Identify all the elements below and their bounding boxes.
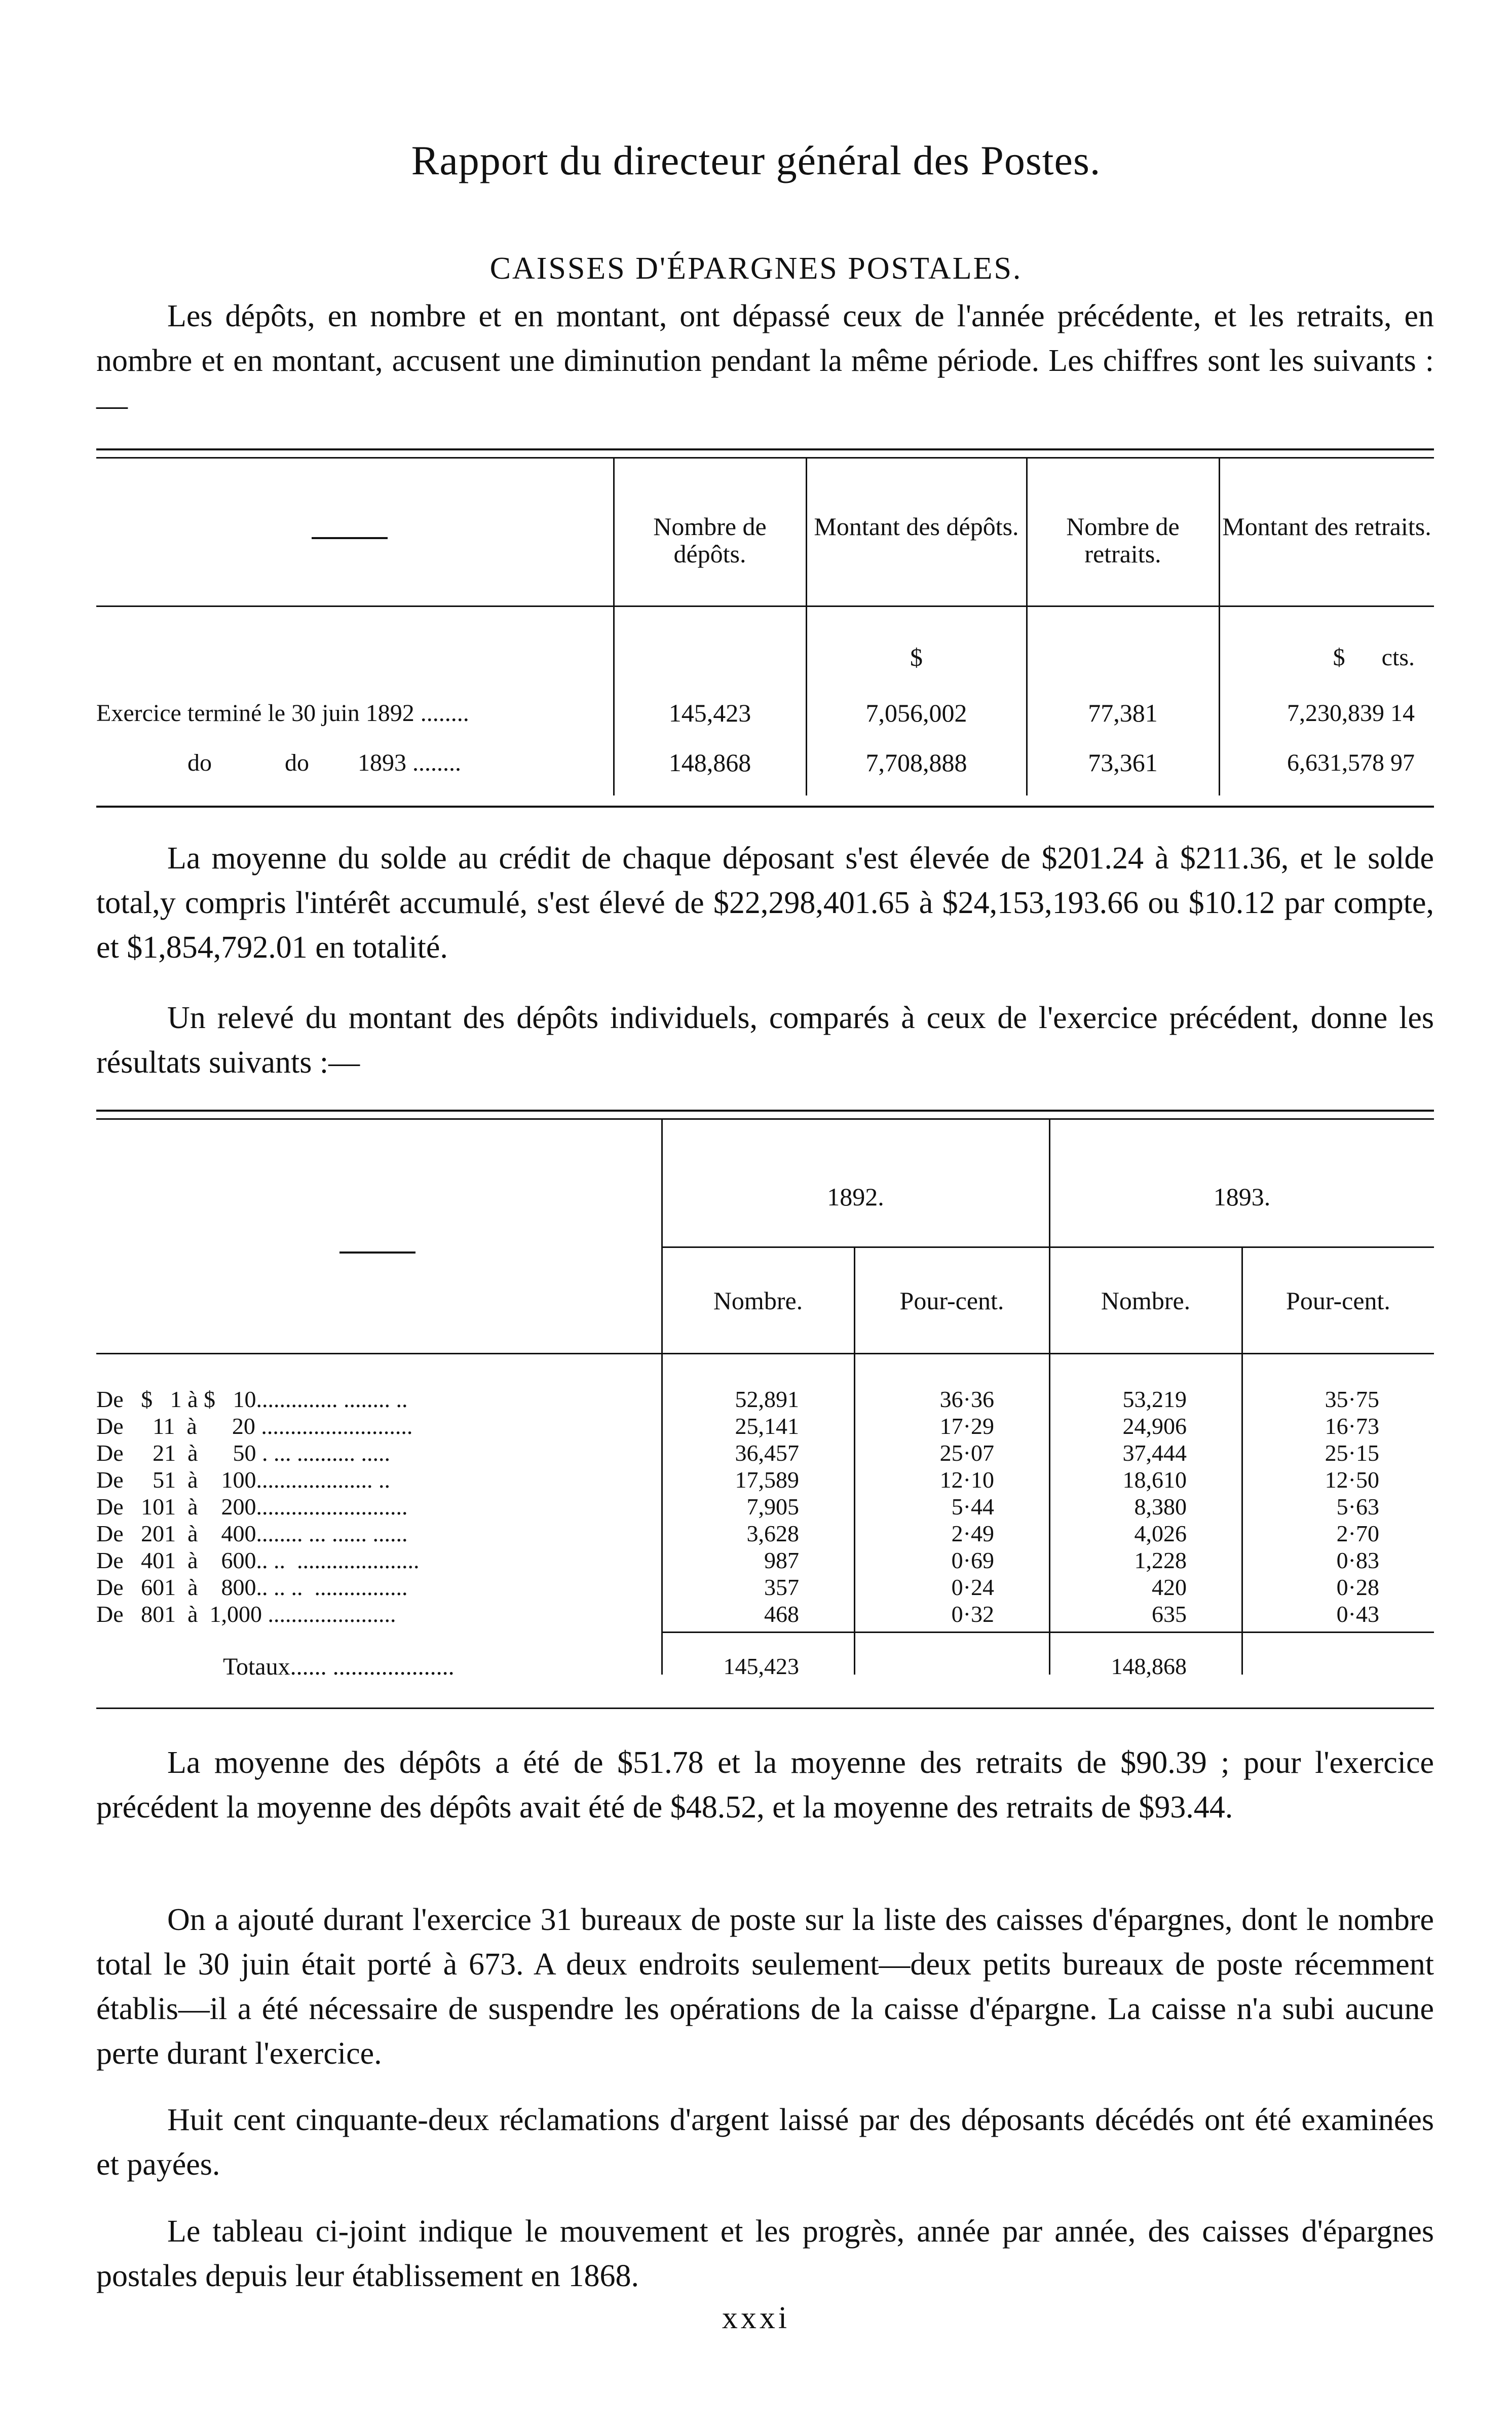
tableau-paragraph: Le tableau ci-joint indique le mouvement et les progrès, année par année, des caisses d'épargnes postales depuis leur établissement en 1868. (96, 2214, 1434, 2293)
cell-nombre-1892: 52,891 (735, 1386, 799, 1412)
bureaux-paragraph: On a ajouté durant l'exercice 31 bureaux de poste sur la liste des caisses d'épargnes, dont le nombre total le 30 juin était porté à 673. A deux endroits seulement—deux petits bureaux de poste récemment établis—il a été nécessaire de suspendre les opérations de la caisse d'épargne. La caisse n'a subi aucune perte durant l'exercice. (96, 1903, 1434, 2071)
col-header-nombre-1892: Nombre. (713, 1286, 803, 1315)
cell-nombre-1893: 18,610 (1122, 1467, 1187, 1493)
col-header-pourcent-1892: Pour-cent. (899, 1286, 1004, 1315)
page-title: Rapport du directeur général des Postes. (411, 137, 1101, 183)
unit-dollar-cents: $ cts. (1333, 644, 1415, 671)
totals-label: Totaux...... .................... (223, 1653, 455, 1680)
cell-pourcent-1893: 16·73 (1325, 1413, 1379, 1439)
row-label: do do 1893 ........ (187, 749, 461, 776)
cell-montant-depots: 7,056,002 (865, 699, 967, 727)
empty-header-dash (339, 1252, 415, 1254)
cell-nombre-1893: 420 (1152, 1574, 1187, 1600)
row-label: De 21 à 50 . ... .......... ..... (96, 1440, 391, 1466)
cell-pourcent-1892: 0·69 (951, 1547, 994, 1573)
total-1893: 148,868 (1111, 1653, 1187, 1679)
cell-pourcent-1893: 12·50 (1325, 1467, 1379, 1493)
cell-pourcent-1892: 12·10 (939, 1467, 994, 1493)
unit-dollar: $ (910, 643, 923, 671)
cell-nombre-1892: 25,141 (735, 1413, 799, 1439)
cell-nombre-1893: 37,444 (1122, 1440, 1187, 1466)
row-label: De 401 à 600.. .. ..................... (96, 1547, 420, 1573)
cell-nombre-1892: 357 (764, 1574, 799, 1600)
cell-nombre-1893: 8,380 (1134, 1494, 1187, 1520)
cell-nombre-depots: 145,423 (668, 699, 751, 727)
row-label: De 201 à 400........ ... ...... ...... (96, 1521, 408, 1546)
reclamations-paragraph: Huit cent cinquante-deux réclamations d'argent laissé par des déposants décédés ont été examinées et payées. (96, 2103, 1434, 2182)
cell-nombre-1893: 24,906 (1122, 1413, 1187, 1439)
cell-pourcent-1893: 0·83 (1336, 1547, 1379, 1573)
cell-pourcent-1892: 2·49 (951, 1521, 994, 1546)
average-balance-paragraph: La moyenne du solde au crédit de chaque déposant s'est élevée de $201.24 à $211.36, et le solde total,y compris l'intérêt accumulé, s'est élevé de $22,298,401.65 à $24,153,193.66 ou $10.12 par compte, et $1,854,792.01 en totalité. (96, 841, 1434, 965)
cell-pourcent-1892: 36·36 (939, 1386, 994, 1412)
cell-montant-retraits: 6,631,578 97 (1287, 749, 1415, 776)
header-montant-depots: Montant des dépôts. (814, 512, 1019, 541)
cell-nombre-depots: 148,868 (668, 748, 751, 777)
cell-nombre-retraits: 77,381 (1088, 699, 1158, 727)
cell-pourcent-1893: 0·43 (1336, 1601, 1379, 1627)
row-label: De 101 à 200.......................... (96, 1494, 408, 1520)
cell-pourcent-1892: 5·44 (951, 1494, 994, 1520)
header-nombre-depots: Nombre de dépôts. (653, 512, 767, 568)
page-number: xxxi (722, 2301, 790, 2335)
cell-nombre-1893: 53,219 (1122, 1386, 1187, 1412)
cell-nombre-1892: 3,628 (746, 1521, 799, 1546)
total-1892: 145,423 (723, 1653, 799, 1679)
empty-header-dash (312, 537, 388, 539)
cell-pourcent-1893: 25·15 (1325, 1440, 1379, 1466)
header-nombre-retraits: Nombre de retraits. (1066, 512, 1180, 568)
cell-nombre-retraits: 73,361 (1088, 748, 1158, 777)
row-label: De 51 à 100.................... .. (96, 1467, 391, 1493)
cell-nombre-1892: 36,457 (735, 1440, 799, 1466)
year-header-1893: 1893. (1213, 1183, 1271, 1211)
row-label: De 801 à 1,000 ...................... (96, 1601, 396, 1627)
row-label: De 11 à 20 .......................... (96, 1413, 413, 1439)
cell-pourcent-1892: 0·32 (951, 1601, 994, 1627)
header-montant-retraits: Montant des retraits. (1222, 512, 1431, 541)
row-label: De 601 à 800.. .. .. ................ (96, 1574, 408, 1600)
cell-pourcent-1893: 0·28 (1336, 1574, 1379, 1600)
col-header-nombre-1893: Nombre. (1101, 1286, 1191, 1315)
cell-pourcent-1893: 2·70 (1336, 1521, 1379, 1546)
cell-montant-depots: 7,708,888 (865, 748, 967, 777)
col-header-pourcent-1893: Pour-cent. (1286, 1286, 1390, 1315)
average-deposits-paragraph: La moyenne des dépôts a été de $51.78 et la moyenne des retraits de $90.39 ; pour l'exercice précédent la moyenne des dépôts avait été de $48.52, et la moyenne des retraits de $93.44. (96, 1746, 1434, 1825)
cell-montant-retraits: 7,230,839 14 (1287, 700, 1415, 727)
cell-pourcent-1893: 35·75 (1325, 1386, 1379, 1412)
cell-nombre-1892: 987 (764, 1547, 799, 1573)
cell-pourcent-1892: 25·07 (939, 1440, 994, 1466)
cell-pourcent-1892: 0·24 (951, 1574, 994, 1600)
releve-paragraph: Un relevé du montant des dépôts individuels, comparés à ceux de l'exercice précédent, donne les résultats suivants :— (96, 1001, 1434, 1080)
section-title: CAISSES D'ÉPARGNES POSTALES. (489, 251, 1023, 286)
cell-nombre-1893: 1,228 (1134, 1547, 1187, 1573)
cell-nombre-1893: 635 (1152, 1601, 1187, 1627)
year-header-1892: 1892. (827, 1183, 884, 1211)
row-label: Exercice terminé le 30 juin 1892 ........ (96, 700, 469, 727)
cell-nombre-1892: 17,589 (735, 1467, 799, 1493)
cell-pourcent-1892: 17·29 (939, 1413, 994, 1439)
cell-pourcent-1893: 5·63 (1336, 1494, 1379, 1520)
cell-nombre-1892: 7,905 (746, 1494, 799, 1520)
cell-nombre-1892: 468 (764, 1601, 799, 1627)
row-label: De $ 1 à $ 10.............. ........ .. (96, 1386, 408, 1412)
intro-paragraph: Les dépôts, en nombre et en montant, ont dépassé ceux de l'année précédente, et les retraits, en nombre et en montant, accusent une diminution pendant la même période. Les chiffres sont les suivants :— (96, 299, 1434, 423)
cell-nombre-1893: 4,026 (1134, 1521, 1187, 1546)
